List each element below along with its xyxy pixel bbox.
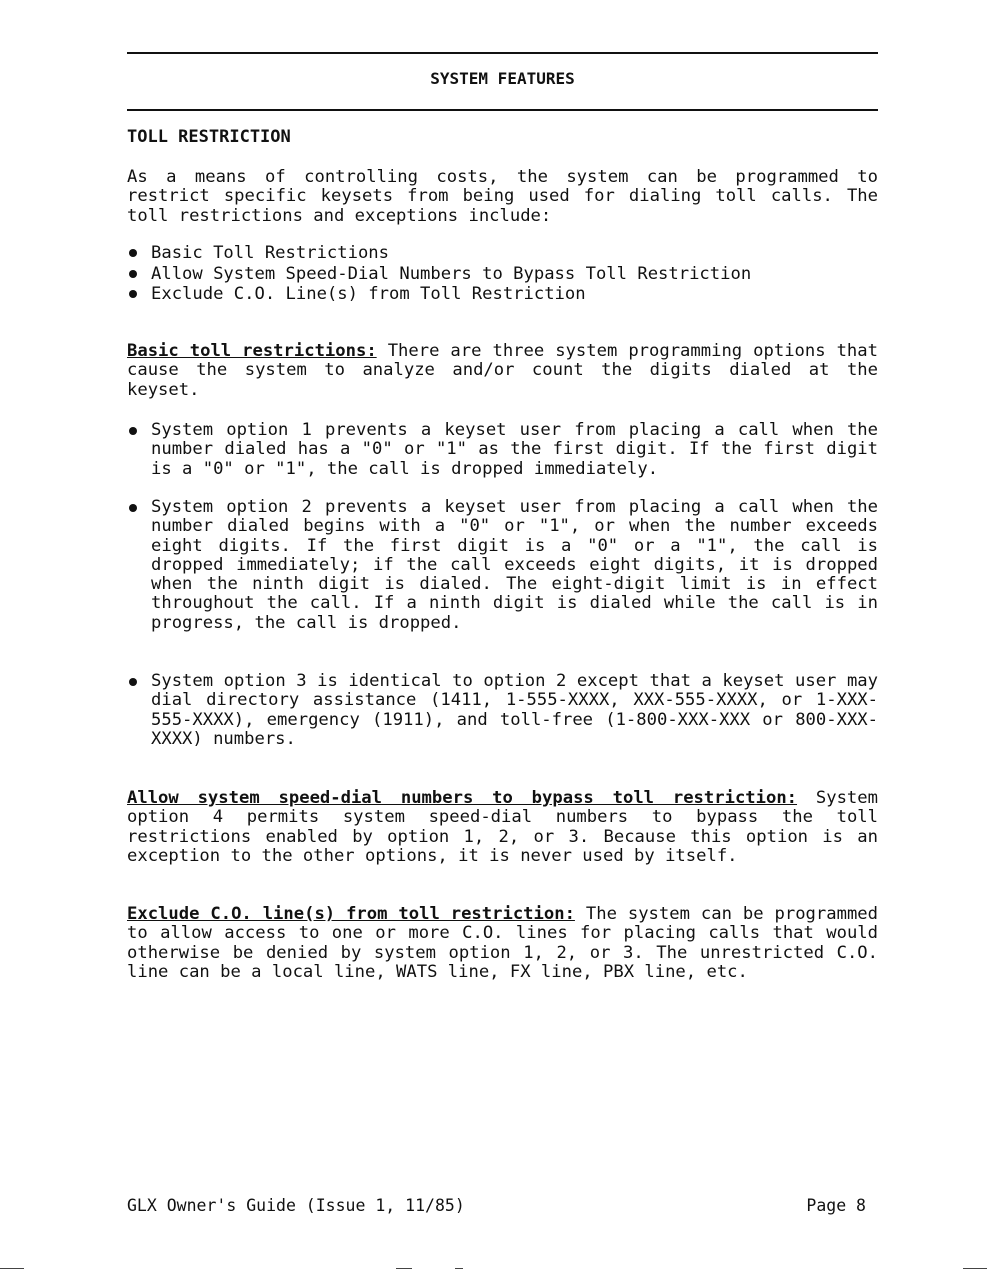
page-header-title: SYSTEM FEATURES [430,69,575,88]
exclude-paragraph [127,905,878,982]
scan-mark [963,1268,987,1269]
scan-mark [455,1268,463,1269]
option-1-item [127,421,878,479]
section-title: TOLL RESTRICTION [127,127,291,147]
scan-mark [0,1268,24,1269]
option-2-item [127,498,878,633]
allow-text: System option 4 permits system speed-dial numbers to bypass the toll restrictions enabled by option 1, 2, or 3. Because this option is an exception to the other options, it is never used by itself. [127,788,878,866]
exclude-lead: Exclude C.O. line(s) from toll restriction: [127,904,575,924]
exclude-text: The system can be programmed to allow access to one or more C.O. lines for placing calls that would otherwise be denied by system option 1, 2, or 3. The unrestricted C.O. line can be a local line, WATS line, FX line, PBX line, etc. [127,904,878,982]
option-3-item [127,672,878,749]
basic-lead: Basic toll restrictions: [127,341,377,361]
option-2-text: System option 2 prevents a keyset user from placing a call when the number dialed begins with a "0" or "1", or when the number exceeds eight digits. If the first digit is a "0" or a "1", the call is dropped immediately; if the call exceeds eight digits, it is dropped when the ninth digit is dialed. The eight-digit limit is in effect throughout the call. If a ninth digit is dialed while the call is in progress, the call is dropped. [127,498,878,633]
basic-text: There are three system programming options that cause the system to analyze and/or count the digits dialed at the keyset. [127,341,878,400]
feature-list-item: Exclude C.O. Line(s) from Toll Restriction [127,284,878,305]
intro-paragraph: As a means of controlling costs, the system can be programmed to restrict specific keysets from being used for dialing toll calls. The toll restrictions and exceptions include: [127,167,878,226]
header-bottom-rule [127,109,878,111]
footer-page-number: Page 8 [806,1196,866,1215]
option-3-text: System option 3 is identical to option 2 except that a keyset user may dial directory assistance (1411, 1-555-XXXX, XXX-555-XXXX, or 1-XXX-555-XXXX), emergency (1911), and toll-free (1-800-XXX-XXX or 800-XXX-XXXX) numbers. [127,672,878,749]
allow-paragraph [127,789,878,866]
scan-mark [396,1268,412,1269]
header-top-rule [127,52,878,54]
option-1-text: System option 1 prevents a keyset user from placing a call when the number dialed has a "0" or "1" as the first digit. If the first digit is a "0" or "1", the call is dropped immediately. [127,421,878,479]
feature-list-item: Basic Toll Restrictions [127,243,878,264]
allow-lead: Allow system speed-dial numbers to bypass toll restriction: [127,788,798,808]
basic-paragraph [127,342,878,400]
feature-list-item: Allow System Speed-Dial Numbers to Bypass Toll Restriction [127,264,878,285]
feature-list [127,243,878,305]
footer-document-title: GLX Owner's Guide (Issue 1, 11/85) [127,1196,465,1215]
